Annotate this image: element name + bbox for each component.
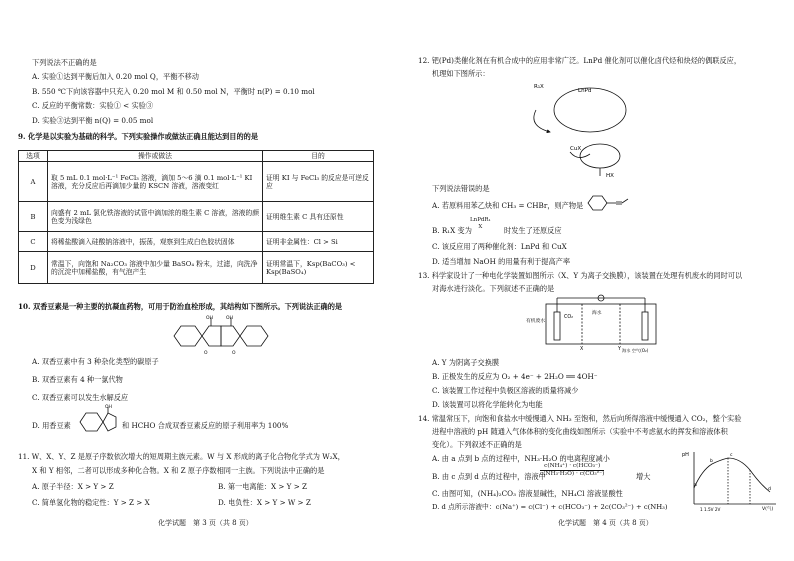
left-column — [18, 0, 390, 561]
q11-stem-line1: 11. W、X、Y、Z 是原子序数依次增大的短周期主族元素。W 与 X 形成的离子化合物化学式为 W₂X， — [18, 452, 345, 461]
table-header-goal: 目的 — [263, 151, 374, 162]
cell-label-seawater: 海水 — [592, 311, 602, 316]
q12-option-b-structure — [470, 217, 491, 231]
q8-option-b: B. 550 ℃下向该容器中只充入 0.20 mol M 和 0.50 mol N，平衡时 n(P) = 0.10 mol — [32, 87, 315, 96]
svg-text:OH: OH — [226, 316, 233, 321]
cell-label-organic: 有机废水 — [526, 319, 546, 324]
svg-text:OH: OH — [206, 316, 213, 321]
q13-option-b: B. 正极发生的反应为 O₂ + 4e⁻ + 2H₂O ══ 4OH⁻ — [432, 372, 598, 381]
mech-label-cux: CuX — [570, 146, 582, 152]
q10-option-a: A. 双香豆素中有 3 种杂化类型的碳原子 — [32, 357, 159, 366]
svg-text:O: O — [232, 351, 236, 356]
q12-option-b-tail: 时发生了还原反应 — [504, 226, 562, 235]
q8-intro: 下列说法不正确的是 — [32, 58, 97, 67]
svg-text:O: O — [204, 351, 208, 356]
table-header-option: 选项 — [19, 151, 48, 162]
graph-label-x: V(气) — [762, 507, 774, 512]
q14-stem-line3: 变化）。下列叙述不正确的是 — [432, 440, 522, 449]
q13-stem-line1: 13. 科学家设计了一种电化学装置如图所示（X、Y 为离子交换膜），该装置在处理有机废水的同时可以 — [418, 271, 743, 280]
q11-stem-line2: X 和 Y 相邻，二者可以形成多种化合物。X 和 Z 原子序数相同一主族。下列说法中正确的是 — [32, 466, 325, 475]
table-cell-operation: 向盛有 2 mL 氯化铁溶液的试管中滴加浓的维生素 C 溶液，溶液的颜色变为浅绿色 — [48, 202, 263, 232]
ph-curve-graph — [680, 448, 780, 512]
experiment-table — [18, 150, 374, 284]
q10-option-d: D. 用香豆素 — [32, 421, 71, 430]
q12-structure-bottom: X — [478, 223, 483, 230]
cell-label-bottom: 海水 空气(O₂) — [622, 348, 649, 353]
q12-structure-top: LnPdR₁ — [470, 217, 491, 223]
table-header-row — [19, 151, 374, 162]
q10-option-b: B. 双香豆素有 4 种一氯代物 — [32, 375, 123, 384]
table-row — [19, 202, 374, 232]
product-structure — [584, 192, 632, 214]
q12-option-b: B. R₁X 变为 — [432, 226, 472, 235]
q10-stem: 10. 双香豆素是一种主要的抗凝血药物，可用于防治血栓形成，其结构如下图所示。下列说法正确的是 — [18, 302, 343, 311]
cell-label-co2: CO₂ — [564, 315, 574, 320]
mechanism-diagram — [518, 76, 668, 180]
mech-label-catalyst: LnPd — [578, 88, 592, 94]
q8-option-d: D. 实验③达到平衡 n(Q) = 0.05 mol — [32, 116, 154, 125]
table-row — [19, 252, 374, 284]
q12-option-a: A. 若原料用苯乙炔和 CH₃ = CHBr，则产物是 — [432, 201, 584, 210]
table-cell-option: A — [19, 162, 48, 202]
q13-stem-line2: 对海水进行淡化。下列叙述不正确的是 — [432, 284, 555, 293]
footer-right: 化学试题 第 4 页（共 8 页） — [558, 519, 653, 527]
table-cell-operation: 常温下，向饱和 Na₂CO₃ 溶液中加少量 BaSO₄ 粉末，过滤，向洗净的沉淀中加稀盐酸，有气泡产生 — [48, 252, 263, 284]
table-cell-goal: 证明常温下，Ksp(BaCO₃) < Ksp(BaSO₄) — [263, 252, 374, 284]
electrochemical-cell-diagram — [526, 294, 676, 354]
q9-stem: 9. 化学是以实验为基础的科学。下列实验操作或做法正确且能达到目的的是 — [18, 132, 259, 141]
graph-ticks: 1 1.5V 2V — [700, 507, 721, 512]
q14-option-c: C. 由图可知，(NH₄)₂CO₃ 溶液显碱性，NH₄Cl 溶液显酸性 — [432, 489, 623, 498]
q12-stem-line2: 机理如下图所示： — [432, 69, 490, 78]
graph-point-c: c — [730, 453, 733, 458]
table-cell-goal: 证明维生素 C 具有还原性 — [263, 202, 374, 232]
q8-option-a: A. 实验①达到平衡后加入 0.20 mol Q，平衡不移动 — [32, 72, 199, 81]
table-cell-goal: 证明非金属性：Cl > Si — [263, 232, 374, 252]
table-row — [19, 162, 374, 202]
q11-option-d: D. 电负性：X > Y > W > Z — [218, 498, 311, 507]
table-cell-operation: 将稀盐酸滴入硅酸钠溶液中，振荡，观察到生成白色胶状固体 — [48, 232, 263, 252]
graph-point-a: a — [694, 483, 697, 488]
q13-option-d: D. 该装置可以将化学能转化为电能 — [432, 400, 543, 409]
q13-option-a: A. Y 为阴离子交换膜 — [432, 358, 500, 367]
table-cell-option: C — [19, 232, 48, 252]
q11-option-a: A. 原子半径：X > Y > Z — [32, 482, 114, 491]
q14-stem-line1: 14. 常温常压下，向饱和食盐水中缓慢通入 NH₃ 至饱和，然后向所得溶液中缓慢通入 CO₂，整个实验 — [418, 414, 742, 423]
dicoumarol-structure — [166, 314, 276, 358]
mech-label-r1x: R₁X — [534, 84, 544, 90]
svg-text:OH: OH — [105, 405, 112, 410]
q14-option-d: D. d 点所示溶液中：c(Na⁺) = c(Cl⁻) + c(HCO₃⁻) + 2c(CO₃²⁻) + c(NH₃) — [432, 503, 668, 511]
q12-stem-line1: 12. 钯(Pd)类催化剂在有机合成中的应用非常广泛。LnPd 催化剂可以催化卤代烃和炔烃的偶联反应， — [418, 56, 742, 65]
q11-option-c: C. 简单氢化物的稳定性：Y > Z > X — [32, 498, 150, 507]
q10-option-c: C. 双香豆素可以发生水解反应 — [32, 393, 129, 402]
cell-label-y: Y — [618, 347, 621, 352]
table-cell-operation: 取 5 mL 0.1 mol·L⁻¹ FeCl₃ 溶液，滴加 5～6 滴 0.1 mol·L⁻¹ KI 溶液，充分反应后再滴加少量的 KSCN 溶液，溶液变红 — [48, 162, 263, 202]
q13-option-c: C. 该装置工作过程中负极区溶液的质量将减少 — [432, 386, 579, 395]
q12-option-c: C. 该反应用了两种催化剂：LnPd 和 CuX — [432, 242, 567, 251]
table-cell-option: D — [19, 252, 48, 284]
q8-option-c: C. 反应的平衡常数：实验① < 实验③ — [32, 101, 154, 110]
cell-label-x: X — [580, 347, 584, 352]
mech-label-hx: HX — [606, 173, 614, 179]
q14-option-b: B. 由 c 点到 d 点的过程中，溶液中 — [432, 472, 546, 481]
q11-option-b: B. 第一电离能：X > Y > Z — [218, 482, 308, 491]
coumarin-structure — [76, 404, 120, 438]
table-cell-goal: 证明 KI 与 FeCl₃ 的反应是可逆反应 — [263, 162, 374, 202]
q10-option-d-tail: 和 HCHO 合成双香豆素反应的原子利用率为 100% — [122, 421, 289, 430]
graph-label-ph: pH — [682, 452, 689, 458]
q14-option-b-tail: 增大 — [636, 472, 651, 481]
table-row — [19, 232, 374, 252]
table-cell-option: B — [19, 202, 48, 232]
q14-fraction-denominator: c(NH₃·H₂O) · c(CO₃²⁻) — [540, 470, 605, 477]
footer-left: 化学试题 第 3 页（共 8 页） — [158, 519, 253, 527]
q12-intro: 下列说法错误的是 — [432, 184, 490, 193]
right-column — [408, 0, 780, 561]
q14-stem-line2: 进程中溶液的 pH 随通入气体体积的变化曲线如图所示（实验中不考虑氨水的挥发和溶液体积 — [432, 427, 728, 436]
table-header-operation: 操作或做法 — [48, 151, 263, 162]
q12-option-d: D. 适当增加 NaOH 的用量有利于提高产率 — [432, 257, 571, 266]
q14-option-a: A. 由 a 点到 b 点的过程中，NH₃·H₂O 的电离程度减小 — [432, 454, 610, 463]
graph-point-b: b — [710, 459, 713, 464]
q14-fraction — [540, 463, 604, 477]
q14-fraction-numerator: c(NH₄⁺) · c(HCO₃⁻) — [540, 463, 604, 471]
graph-point-d: d — [768, 487, 771, 492]
